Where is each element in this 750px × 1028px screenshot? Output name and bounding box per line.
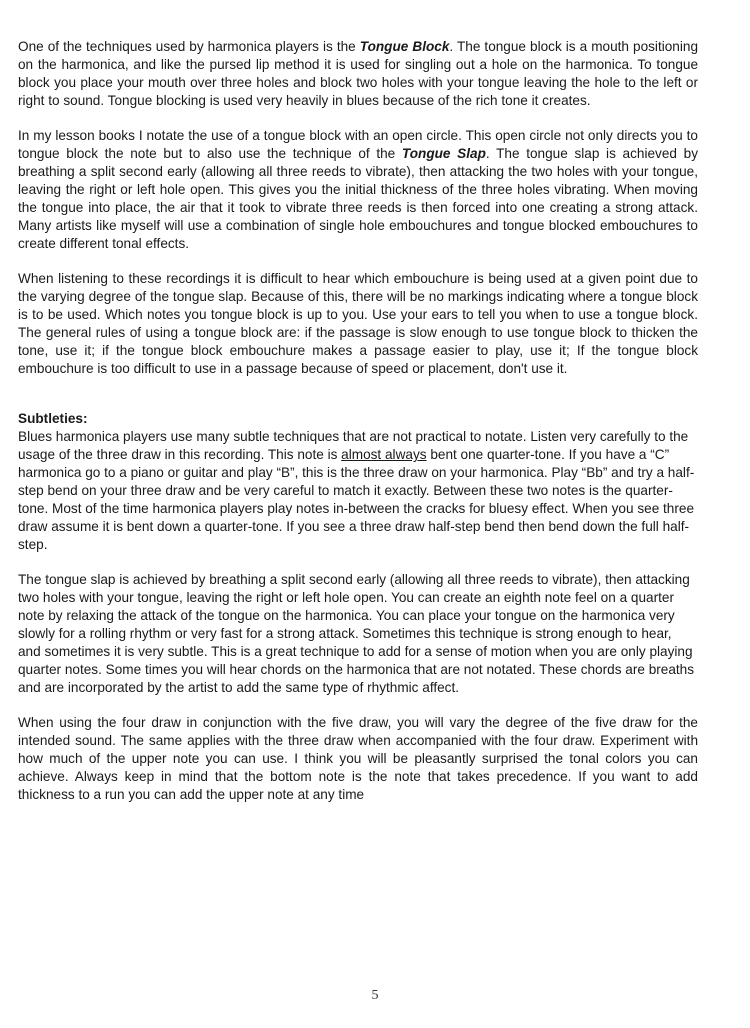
paragraph-listening: When listening to these recordings it is difficult to hear which embouchure is being used at a given point due to the varying degree of the tongue slap. Because of this, there will be no markings indicating where a tongue block is to be used. Which notes you tongue block is up to you. Use your ears to tell you when to use a tongue block. The general rules of using a tongue block are: if the passage is slow enough to use tongue block to thicken the tone, use it; if the tongue block embouchure makes a passage easier to play, use it; If the tongue block embouchure is too difficult to use in a passage because of speed or placement, don't use it. xyxy=(18,271,698,376)
paragraph-text: One of the techniques used by harmonica players is the xyxy=(18,39,360,54)
emphasis-tongue-slap: Tongue Slap xyxy=(401,146,486,161)
paragraph-text: . The tongue slap is achieved by breathing a split second early (allowing all three reeds to vibrate), then attacking the two holes with your tongue, leaving the right or left hole open. This gives you the initial thickness of the three holes vibrating. When moving the tongue into place, the air that it took to vibrate three reeds is then forced into one creating a strong attack. Many artists like myself will use a combination of single hole embouchures and tongue blocked embouchures to create different tonal effects. xyxy=(18,146,698,251)
paragraph-text: In my lesson books I notate the use of a tongue block with an open circle. This open circle not only directs you to tongue block the note but to also use the technique of the xyxy=(18,128,698,161)
paragraph-three-draw xyxy=(18,428,698,554)
page-number: 5 xyxy=(371,988,379,1003)
paragraph-tongue-slap-rhythm: The tongue slap is achieved by breathing a split second early (allowing all three reeds to vibrate), then attacking two holes with your tongue, leaving the right or left hole open. You can create an eighth note feel on a quarter note by relaxing the attack of the tongue on the harmonica. You can place your tongue on the harmonica very slowly for a rolling rhythm or very fast for a strong attack. Sometimes this technique is strong enough to hear, and sometimes it is very subtle. This is a great technique to add for a sense of motion when you are only playing quarter notes. Some times you will hear chords on the harmonica that are not notated. These chords are breaths and are incorporated by the artist to add the same type of rhythmic affect. xyxy=(18,572,695,695)
emphasis-tongue-block: Tongue Block xyxy=(359,39,450,54)
underlined-almost-always: almost always xyxy=(341,447,427,462)
page-body xyxy=(18,38,698,821)
paragraph-four-five-draw: When using the four draw in conjunction with the five draw, you will vary the degree of the five draw for the intended sound. The same applies with the three draw when accompanied with the four draw. Experiment with how much of the upper note you can use. I think you will be pleasantly surprised the tonal colors you can achieve. Always keep in mind that the bottom note is the note that takes precedence. If you want to add thickness to a run you can add the upper note at any time xyxy=(18,715,698,802)
section-heading-subtleties: Subtleties: xyxy=(18,411,88,426)
paragraph-text: Blues harmonica players use many subtle techniques that are not practical to notate. Listen very carefully to the usage of the three draw in this recording. This note is xyxy=(18,429,689,462)
paragraph-text: bent one quarter-tone. If you have a “C” harmonica go to a piano or guitar and play “B”, this is the three draw on your harmonica. Play “Bb” and try a half-step bend on your three draw and be very careful to match it exactly. Between these two notes is the quarter-tone. Most of the time harmonica players play notes in-between the cracks for bluesy effect. When you see three draw assume it is bent down a quarter-tone. If you see a three draw half-step bend then bend down the full half-step. xyxy=(18,447,695,552)
paragraph-tongue-block-intro xyxy=(18,38,698,110)
paragraph-tongue-slap xyxy=(18,127,698,253)
paragraph-text: . The tongue block is a mouth positioning on the harmonica, and like the pursed lip method it is used for singling out a hole on the harmonica. To tongue block you place your mouth over three holes and block two holes with your tongue leaving the hole to the left or right to sound. Tongue blocking is used very heavily in blues because of the rich tone it creates. xyxy=(18,39,699,108)
